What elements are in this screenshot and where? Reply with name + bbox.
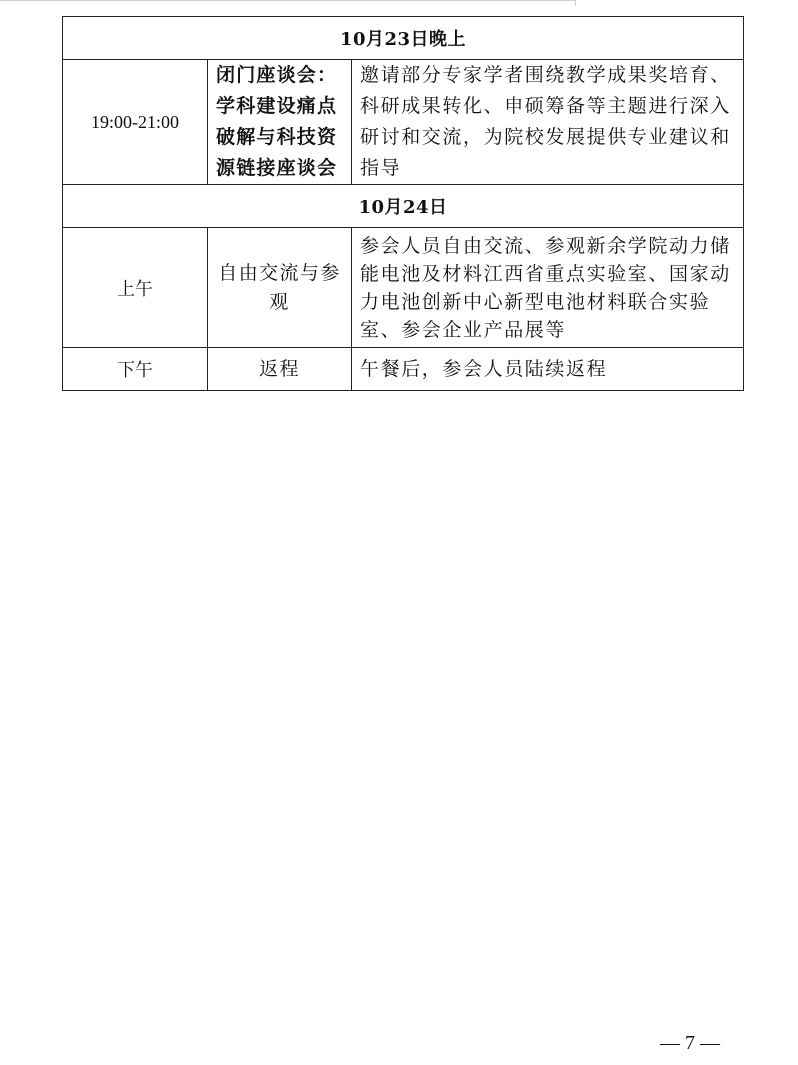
activity-cell: 自由交流与参观	[208, 228, 352, 348]
table-row	[63, 348, 744, 391]
description-cell: 参会人员自由交流、参观新余学院动力储能电池及材料江西省重点实验室、国家动力电池创新中心新型电池材料联合实验室、参会企业产品展等	[352, 228, 744, 348]
activity-cell: 返程	[208, 348, 352, 391]
table-row	[63, 60, 744, 185]
date-header-oct24: 10月24日	[63, 185, 744, 228]
time-cell: 下午	[63, 348, 208, 391]
time-cell: 上午	[63, 228, 208, 348]
description-cell: 午餐后，参会人员陆续返程	[352, 348, 744, 391]
date-header-oct23: 10月23日晚上	[63, 17, 744, 60]
header-rule-tick	[575, 0, 576, 6]
page-number: — 7 —	[660, 1032, 720, 1054]
header-rule	[0, 0, 575, 1]
session-title-cell: 闭门座谈会：学科建设痛点破解与科技资源链接座谈会	[208, 60, 352, 185]
date-header-row	[63, 185, 744, 228]
description-cell: 邀请部分专家学者围绕教学成果奖培育、科研成果转化、申硕筹备等主题进行深入研讨和交流，为院校发展提供专业建议和指导	[352, 60, 744, 185]
schedule-table	[62, 16, 744, 391]
date-header-row	[63, 17, 744, 60]
time-cell: 19:00-21:00	[63, 60, 208, 185]
table-row	[63, 228, 744, 348]
